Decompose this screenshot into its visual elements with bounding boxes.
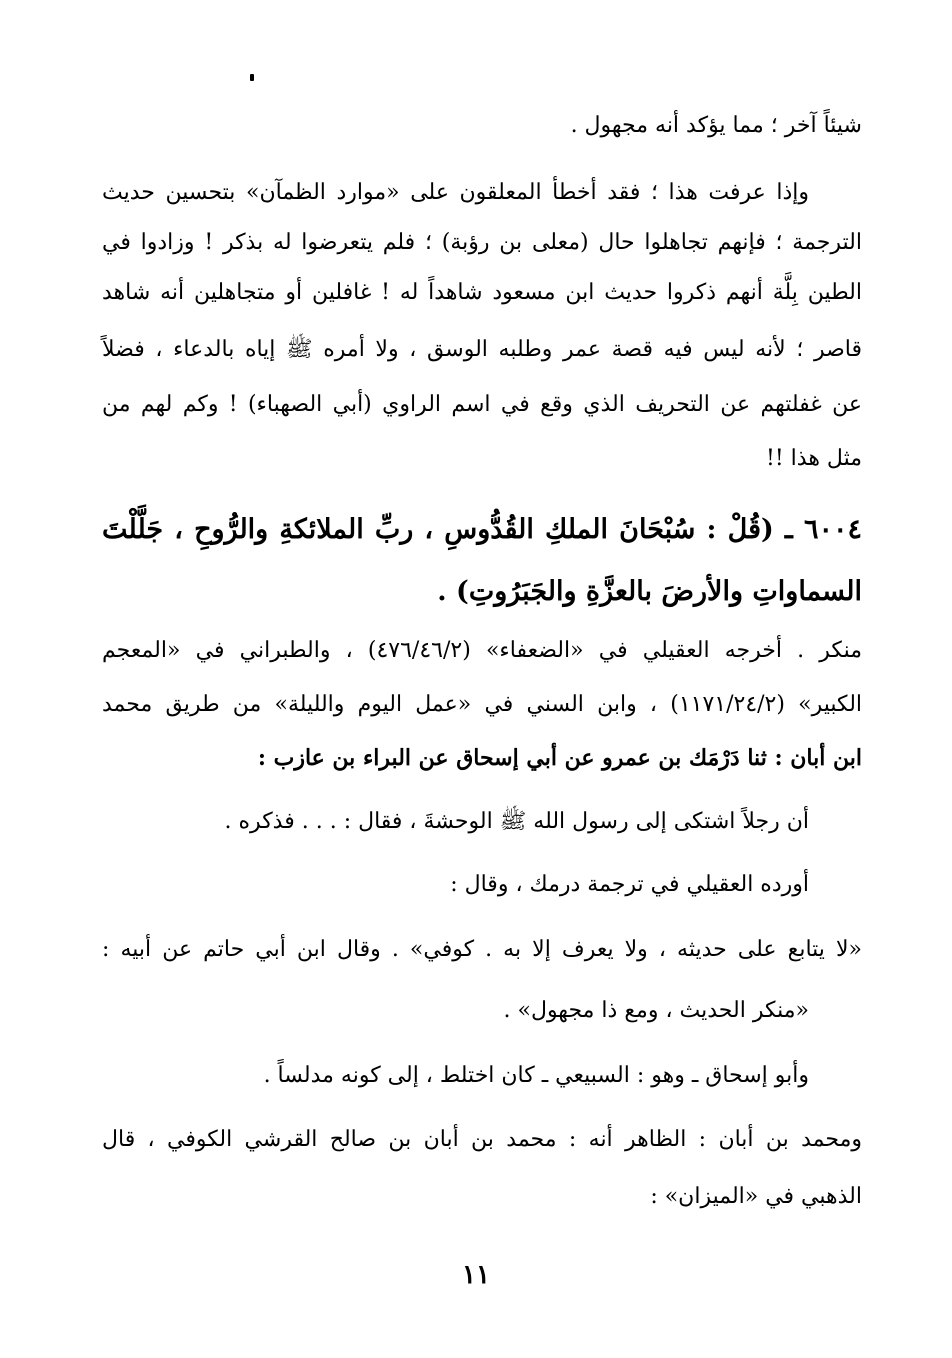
text-line: الترجمة ؛ فإنهم تجاهلوا حال (معلى بن رؤبة) ؛ فلم يتعرضوا له بذكر ! وزادوا في: [102, 230, 863, 255]
page-number: ١١: [462, 1260, 490, 1290]
text-line: الذهبي في «الميزان» :: [650, 1184, 862, 1209]
text-line: شيئاً آخر ؛ مما يؤكد أنه مجهول .: [570, 113, 862, 138]
text-line: منكر . أخرجه العقيلي في «الضعفاء» (٤٧٦/٤٦/٢) ، والطبراني في «المعجم: [102, 638, 863, 663]
text-line: «منكر الحديث ، ومع ذا مجهول» .: [503, 998, 809, 1023]
text-line: وإذا عرفت هذا ؛ فقد أخطأ المعلقون على «موارد الظمآن» بتحسين حديث: [102, 180, 809, 205]
text-line: قاصر ؛ لأنه ليس فيه قصة عمر وطلبه الوسق ، ولا أمره ﷺ إياه بالدعاء ، فضلاً: [102, 337, 862, 362]
text-line: أورده العقيلي في ترجمة درمك ، وقال :: [450, 872, 809, 897]
ink-mark: [250, 74, 254, 81]
text-line: أن رجلاً اشتكى إلى رسول الله ﷺ الوحشةَ ، فقال : . . . فذكره .: [224, 809, 809, 834]
text-line: وأبو إسحاق ـ وهو : السبيعي ـ كان اختلط ، إلى كونه مدلساً .: [263, 1063, 809, 1088]
text-line: ابن أبان : ثنا دَرْمَك بن عمرو عن أبي إسحاق عن البراء بن عازب :: [257, 745, 862, 771]
text-line: الكبير» (١١٧١/٢٤/٢) ، وابن السني في «عمل اليوم والليلة» من طريق محمد: [102, 692, 863, 717]
text-line: عن غفلتهم عن التحريف الذي وقع في اسم الراوي (أبي الصهباء) ! وكم لهم من: [102, 392, 862, 417]
text-line: «لا يتابع على حديثه ، ولا يعرف إلا به . كوفي» . وقال ابن أبي حاتم عن أبيه :: [102, 937, 862, 962]
text-line: ومحمد بن أبان : الظاهر أنه : محمد بن أبان بن صالح القرشي الكوفي ، قال: [102, 1127, 862, 1152]
hadith-heading: ٦٠٠٤ ـ (قُلْ : سُبْحَانَ الملكِ القُدُّوسِ ، ربِّ الملائكةِ والرُّوحِ ، جَلَّلْتَ: [102, 514, 862, 545]
hadith-heading: السماواتِ والأرضَ بالعزَّةِ والجَبَرُوتِ) .: [437, 576, 862, 607]
text-line: مثل هذا !!: [765, 446, 862, 471]
text-line: الطين بِلَّة أنهم ذكروا حديث ابن مسعود شاهداً له ! غافلين أو متجاهلين أنه شاهد: [102, 280, 862, 305]
